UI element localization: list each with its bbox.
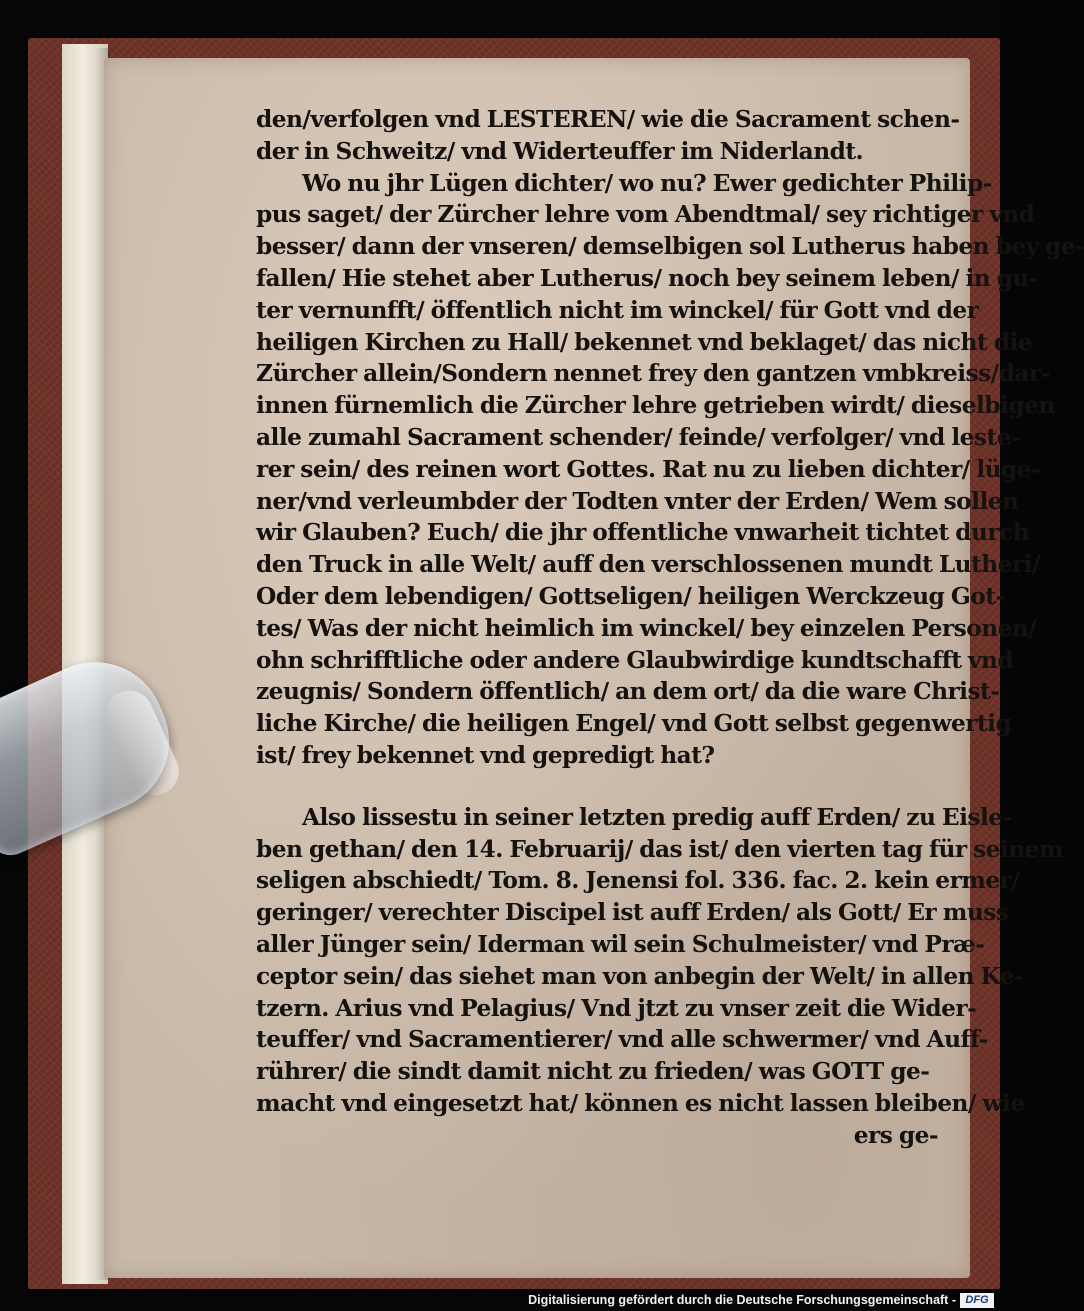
text-line: zeugnis/ Sondern öffentlich/ an dem ort/ da die ware Christ-: [256, 678, 1000, 706]
text-line: innen fürnemlich die Zürcher lehre getrieben wirdt/ dieselbigen: [256, 392, 1055, 420]
text-line: rührer/ die sindt damit nicht zu frieden/ was GOTT ge-: [256, 1058, 930, 1086]
text-line: rer sein/ des reinen wort Gottes. Rat nu zu lieben dichter/ lüge-: [256, 455, 1041, 483]
funding-credit: Digitalisierung gefördert durch die Deutsche Forschungsgemeinschaft -: [528, 1293, 956, 1307]
text-line: den/verfolgen vnd LESTEREN/ wie die Sacrament schen-: [256, 106, 960, 133]
text-line: wir Glauben? Euch/ die jhr offentliche vnwarheit tichtet durch: [256, 519, 1030, 547]
text-line: aller Jünger sein/ Iderman wil sein Schulmeister/ vnd Præ-: [256, 930, 985, 958]
text-line: Oder dem lebendigen/ Gottseligen/ heiligen Werckzeug Got-: [256, 582, 1005, 610]
text-line: heiligen Kirchen zu Hall/ bekennet vnd beklaget/ das nicht die: [256, 328, 1033, 356]
text-line: tes/ Was der nicht heimlich im winckel/ bey einzelen Personen/: [256, 614, 1037, 642]
footer-bar: [0, 1289, 1000, 1311]
text-line: Wo nu jhr Lügen dichter/ wo nu? Ewer gedichter Philip-: [302, 169, 992, 197]
text-line: pus saget/ der Zürcher lehre vom Abendtmal/ sey richtiger vnd: [256, 201, 1035, 229]
text-line: besser/ dann der vnseren/ demselbigen sol Lutherus haben bey ge-: [256, 233, 1084, 261]
text-line: fallen/ Hie stehet aber Lutherus/ noch bey seinem leben/ in gu-: [256, 264, 1038, 292]
dfg-logo-icon: DFG: [960, 1293, 994, 1308]
catchword: ers ge-: [853, 1121, 938, 1149]
text-line: Zürcher allein/Sondern nennet frey den gantzen vmbkreiss/dar-: [256, 360, 1050, 388]
text-line: ter vernunfft/ öffentlich nicht im winckel/ für Gott vnd der: [256, 296, 979, 324]
text-line: tzern. Arius vnd Pelagius/ Vnd jtzt zu vnser zeit die Wider-: [256, 994, 977, 1022]
text-line: ist/ frey bekennet vnd gepredigt hat?: [256, 741, 715, 769]
text-line: den Truck in alle Welt/ auff den verschlossenen mundt Lutheri/: [256, 551, 1040, 579]
text-line: liche Kirche/ die heiligen Engel/ vnd Gott selbst gegenwertig: [256, 710, 1012, 738]
text-line: teuffer/ vnd Sacramentierer/ vnd alle schwermer/ vnd Auff-: [256, 1026, 988, 1054]
text-line: Also lissestu in seiner letzten predig auff Erden/ zu Eisle-: [302, 803, 1012, 831]
text-line: seligen abschiedt/ Tom. 8. Jenensi fol. 336. fac. 2. kein ermer/: [256, 867, 1020, 895]
text-line: ohn schrifftliche oder andere Glaubwirdige kundtschafft vnd: [256, 646, 1014, 674]
text-line: macht vnd eingesetzt hat/ können es nicht lassen bleiben/ wie: [256, 1089, 1025, 1117]
text-line: alle zumahl Sacrament schender/ feinde/ verfolger/ vnd leste-: [256, 423, 1021, 451]
text-line: ner/vnd verleumbder der Todten vnter der Erden/ Wem sollen: [256, 487, 1019, 515]
text-line: ceptor sein/ das siehet man von anbegin der Welt/ in allen Ke-: [256, 962, 1024, 990]
paragraph-gap: [256, 772, 946, 802]
text-line: geringer/ verechter Discipel ist auff Erden/ als Gott/ Er muss: [256, 899, 1009, 927]
text-line: der in Schweitz/ vnd Widerteuffer im Niderlandt.: [256, 137, 864, 165]
text-line: ben gethan/ den 14. Februarij/ das ist/ den vierten tag für seinem: [256, 835, 1064, 863]
page-text: [256, 104, 1084, 1152]
